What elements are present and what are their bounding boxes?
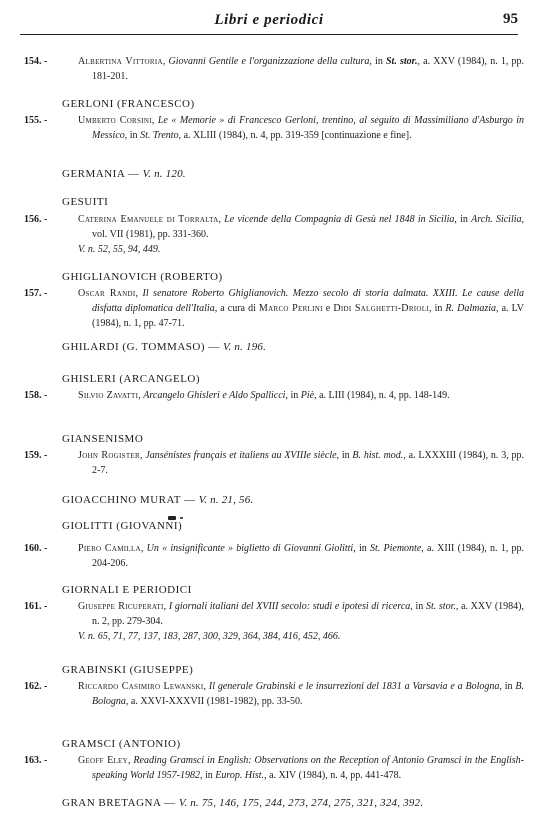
author-name: Umberto Corsini <box>78 115 152 126</box>
author-name: Didi Salghetti-Drioli <box>333 302 429 314</box>
citation-text: , in <box>454 214 472 225</box>
section-heading <box>62 493 253 507</box>
entry-citation <box>78 449 524 479</box>
entry-number: 158. - <box>24 390 48 401</box>
work-title: B. Bologna <box>92 681 525 707</box>
heading-text: GHISLERI (ARCANGELO) <box>62 373 201 385</box>
bibliography-entry <box>24 542 524 572</box>
entry-citation <box>78 600 524 630</box>
work-title: Arch. Sicilia <box>471 214 522 225</box>
cross-reference: V. n. 120. <box>142 168 186 180</box>
work-title: I giornali italiani del XVIII secolo: studi e ipotesi di ricerca <box>168 601 411 612</box>
bibliography-entry <box>24 449 524 479</box>
work-title: St. stor. <box>385 56 418 67</box>
work-title: Piè <box>300 390 315 401</box>
entry-citation <box>78 542 524 572</box>
citation-text: , <box>127 755 134 766</box>
section-heading <box>62 195 108 209</box>
citation-text: e <box>322 302 334 314</box>
author-name: Caterina Emanuele di Torralta <box>78 214 219 225</box>
citation-text: , a. XXVI-XXXVII (1981-1982), pp. 33-50. <box>125 695 303 707</box>
section-heading <box>62 372 200 386</box>
citation-text: , in <box>410 601 426 612</box>
section-heading <box>62 270 223 284</box>
entry-number: 157. - <box>24 288 48 299</box>
running-title: Libri e periodici <box>214 12 324 28</box>
entry-citation <box>78 680 524 710</box>
bibliography-entry <box>24 213 524 257</box>
entry-citation <box>78 55 524 85</box>
heading-text: GIORNALI E PERIODICI <box>62 584 192 596</box>
entry-number: 161. - <box>24 601 48 612</box>
work-title: R. Dalmazia <box>445 302 496 314</box>
work-title: Un « insignificante » biglietto di Giovanni Giolitti <box>146 543 354 554</box>
see-also-references: V. n. 65, 71, 77, 137, 183, 287, 300, 329, 364, 384, 416, 452, 466. <box>78 630 341 642</box>
bibliography-entry <box>24 680 524 710</box>
work-title: Reading Gramsci in English: Observations on the Reception of Antonio Gramsci in the English-speaking World 1957-1982 <box>92 755 524 781</box>
section-heading <box>62 167 186 181</box>
bibliography-entry <box>24 754 524 784</box>
cross-reference: V. n. 75, 146, 175, 244, 273, 274, 275, 321, 324, 392. <box>178 797 424 809</box>
citation-text: , <box>135 288 143 299</box>
citation-text: , <box>140 450 146 461</box>
citation-text: , in <box>199 769 216 781</box>
author-name: Albertina Vittoria <box>78 56 163 67</box>
entry-number: 160. - <box>24 543 48 554</box>
citation-text: , in <box>285 390 301 401</box>
citation-text: , <box>151 115 158 126</box>
print-blemish <box>180 517 183 519</box>
author-name: Silvio Zavatti <box>78 390 139 401</box>
work-title: Giovanni Gentile e l'organizzazione della cultura <box>168 56 370 67</box>
see-also-references: V. n. 52, 55, 94, 449. <box>78 243 161 255</box>
print-blemish <box>168 516 176 520</box>
entry-citation <box>78 114 524 144</box>
entry-number: 162. - <box>24 681 48 692</box>
heading-text: GESUITI <box>62 196 109 208</box>
heading-text: GIANSENISMO <box>62 433 144 445</box>
entry-number: 154. - <box>24 56 48 67</box>
section-heading <box>62 97 195 111</box>
citation-text: , a. LXXXIII (1984), n. 3, pp. 2-7. <box>92 450 524 476</box>
work-title: Arcangelo Ghisleri e Aldo Spallicci <box>143 390 286 401</box>
work-title: St. Piemonte <box>369 543 422 554</box>
citation-text: , <box>218 214 225 225</box>
citation-text: , a. XIV (1984), n. 4, pp. 441-478. <box>264 769 402 781</box>
section-heading <box>62 519 182 533</box>
citation-text: , in <box>499 681 516 692</box>
page-number: 95 <box>503 11 518 27</box>
entry-number: 156. - <box>24 214 48 225</box>
author-name: John Rogister <box>78 450 140 461</box>
bibliography-entry <box>24 114 524 144</box>
running-header <box>20 8 518 35</box>
heading-text: GHIGLIANOVICH (ROBERTO) <box>62 271 223 283</box>
heading-text: GERMANIA — <box>62 168 140 180</box>
bibliography-entry <box>24 287 524 331</box>
work-title: Jansénistes français et italiens au XVIIIe siècle <box>145 450 337 461</box>
heading-text: GRAMSCI (ANTONIO) <box>62 738 181 750</box>
work-title: B. hist. mod. <box>352 450 404 461</box>
author-name: Riccardo Casimiro Lewanski <box>78 681 204 692</box>
author-name: Piero Camilla <box>78 543 141 554</box>
work-title: Europ. Hist. <box>215 769 265 781</box>
work-title: St. stor. <box>425 601 456 612</box>
citation-text: , in <box>369 56 386 67</box>
heading-text: GIOACCHINO MURAT — <box>62 494 196 506</box>
section-heading <box>62 583 192 597</box>
author-name: Giuseppe Ricuperati <box>78 601 164 612</box>
entry-citation <box>78 213 524 243</box>
heading-text: GHILARDI (G. TOMMASO) — <box>62 341 220 353</box>
citation-text: , <box>162 56 169 67</box>
entry-number: 159. - <box>24 450 48 461</box>
citation-text: , a. XXV (1984), n. 1, pp. 181-201. <box>92 56 525 82</box>
citation-text: , <box>163 601 169 612</box>
heading-text: GIOLITTI (GIOVANNI) <box>62 520 183 532</box>
entry-number: 155. - <box>24 115 48 126</box>
citation-text: , <box>138 390 144 401</box>
section-heading <box>62 663 193 677</box>
citation-text: , a. LIII (1984), n. 4, pp. 148-149. <box>314 390 450 401</box>
work-title: Il generale Grabinski e le insurrezioni del 1831 a Varsavia e a Bologna <box>208 681 500 692</box>
cross-reference: V. n. 21, 56. <box>198 494 254 506</box>
bibliography-entry <box>24 389 524 404</box>
author-name: Geoff Eley <box>78 755 128 766</box>
citation-text: , a. LV (1984), n. 1, pp. 47-71. <box>92 302 524 329</box>
citation-text: , <box>203 681 209 692</box>
work-title: Le « Memorie » di Francesco Gerloni, trentino, al seguito di Massimiliano d'Asburgo in Messico <box>92 115 524 141</box>
author-name: Oscar Randi <box>78 288 136 299</box>
citation-text: , in <box>124 129 141 141</box>
citation-text: , a. XLIII (1984), n. 4, pp. 319-359 [continuazione e fine]. <box>178 129 412 141</box>
bibliography-entry <box>24 600 524 644</box>
section-heading <box>62 796 423 810</box>
entry-citation <box>78 754 524 784</box>
entry-citation <box>78 287 524 331</box>
author-name: Marco Perlini <box>258 302 323 314</box>
citation-text: , <box>140 543 147 554</box>
work-title: Le vicende della Compagnia di Gesù nel 1848 in Sicilia <box>224 214 455 225</box>
citation-text: , a. XIII (1984), n. 1, pp. 204-206. <box>92 543 525 569</box>
work-title: St. Trento <box>140 129 179 141</box>
heading-text: GRAN BRETAGNA — <box>62 797 176 809</box>
citation-text: , vol. VII (1981), pp. 331-360. <box>92 214 525 240</box>
work-title: Il senatore Roberto Ghiglianovich. Mezzo secolo di storia dalmata. XXIII. Le cause della disfatta diplomatica dell'Italia <box>92 288 524 314</box>
section-heading <box>62 737 181 751</box>
cross-reference: V. n. 196. <box>223 341 267 353</box>
citation-text: , in <box>353 543 370 554</box>
entry-citation <box>78 389 524 404</box>
citation-text: , a. XXV (1984), n. 2, pp. 279-304. <box>92 601 524 627</box>
section-heading <box>62 340 266 354</box>
section-heading <box>62 432 143 446</box>
heading-text: GRABINSKI (GIUSEPPE) <box>62 664 194 676</box>
bibliography-entry <box>24 55 524 85</box>
entry-number: 163. - <box>24 755 48 766</box>
citation-text: , a cura di <box>214 302 259 314</box>
citation-text: , in <box>336 450 353 461</box>
citation-text: , in <box>429 302 446 314</box>
heading-text: GERLONI (FRANCESCO) <box>62 98 195 110</box>
